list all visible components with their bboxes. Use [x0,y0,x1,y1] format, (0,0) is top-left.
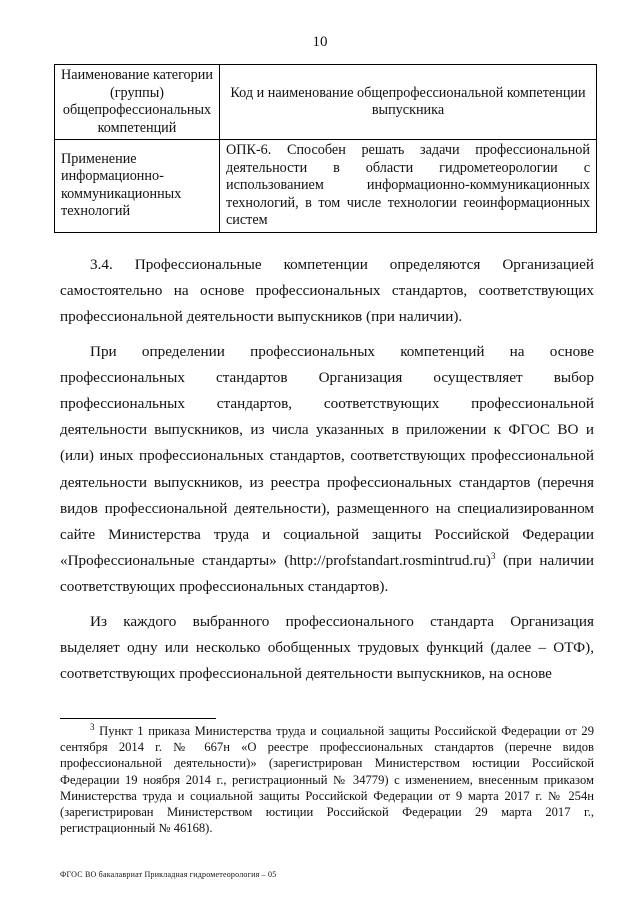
footnote [60,723,594,836]
page-number: 10 [312,34,328,50]
footnote-reference: 3 [490,551,496,562]
table-header-row [55,65,597,140]
body-text [60,252,594,695]
footnote-divider [60,718,216,719]
paragraph-professional-standards [60,339,594,601]
table-header-category: Наименование категории (группы) общепрофессиональных компетенций [55,65,220,140]
table-row [55,140,597,233]
footnote-marker: 3 [90,721,95,732]
paragraph-text-tail: (при наличии соответствующих профессиональных стандартов). [60,552,595,596]
competencies-table [54,64,597,233]
footnote-text: Пункт 1 приказа Министерства труда и социальной защиты Российской Федерации от 29 сентября 2014 г. № 667н «О реестре профессиональных стандартов (перечне видов профессиональной деятельности)» (зарегистрирован Министерством юстиции Российской Федерации 19 ноября 2014 г., регистрационный № 34779) с изменением, внесенным приказом Министерства труда и социальной защиты Российской Федерации от 9 марта 2017 г. № 254н (зарегистрирован Министерством юстиции Российской Федерации 29 марта 2017 г., регистрационный № 46168). [60,724,594,836]
table-cell-category: Применение информационно-коммуникационных технологий [55,140,220,233]
table-header-competence: Код и наименование общепрофессиональной компетенции выпускника [220,65,597,140]
page-footer: ФГОС ВО бакалавриат Прикладная гидрометеорология – 05 [60,870,277,879]
table-cell-competence: ОПК-6. Способен решать задачи профессиональной деятельности в области гидрометеорологии с использованием информационно-коммуникационных технологий, в том числе технологии геоинформационных систем [220,140,597,233]
paragraph-otf: Из каждого выбранного профессионального стандарта Организация выделяет одну или несколько обобщенных трудовых функций (далее – ОТФ), соответствующих профессиональной деятельности выпускников, на основе [60,612,594,683]
paragraph-text: При определении профессиональных компетенций на основе профессиональных стандартов Организация осуществляет выбор профессиональных стандартов, соответствующих профессиональной деятельности выпускников, из числа указанных в приложении к ФГОС ВО и (или) иных профессиональных стандартов, соответствующих профессиональной деятельности выпускников, из реестра профессиональных стандартов (перечня видов профессиональной деятельности), размещенного на специализированном сайте Министерства труда и социальной защиты Российской Федерации «Профессиональные стандарты» (http://profstandart.rosmintrud.ru) [60,342,594,570]
paragraph-3-4: 3.4. Профессиональные компетенции определяются Организацией самостоятельно на основе профессиональных стандартов, соответствующих профессиональной деятельности выпускников (при наличии). [60,256,594,326]
